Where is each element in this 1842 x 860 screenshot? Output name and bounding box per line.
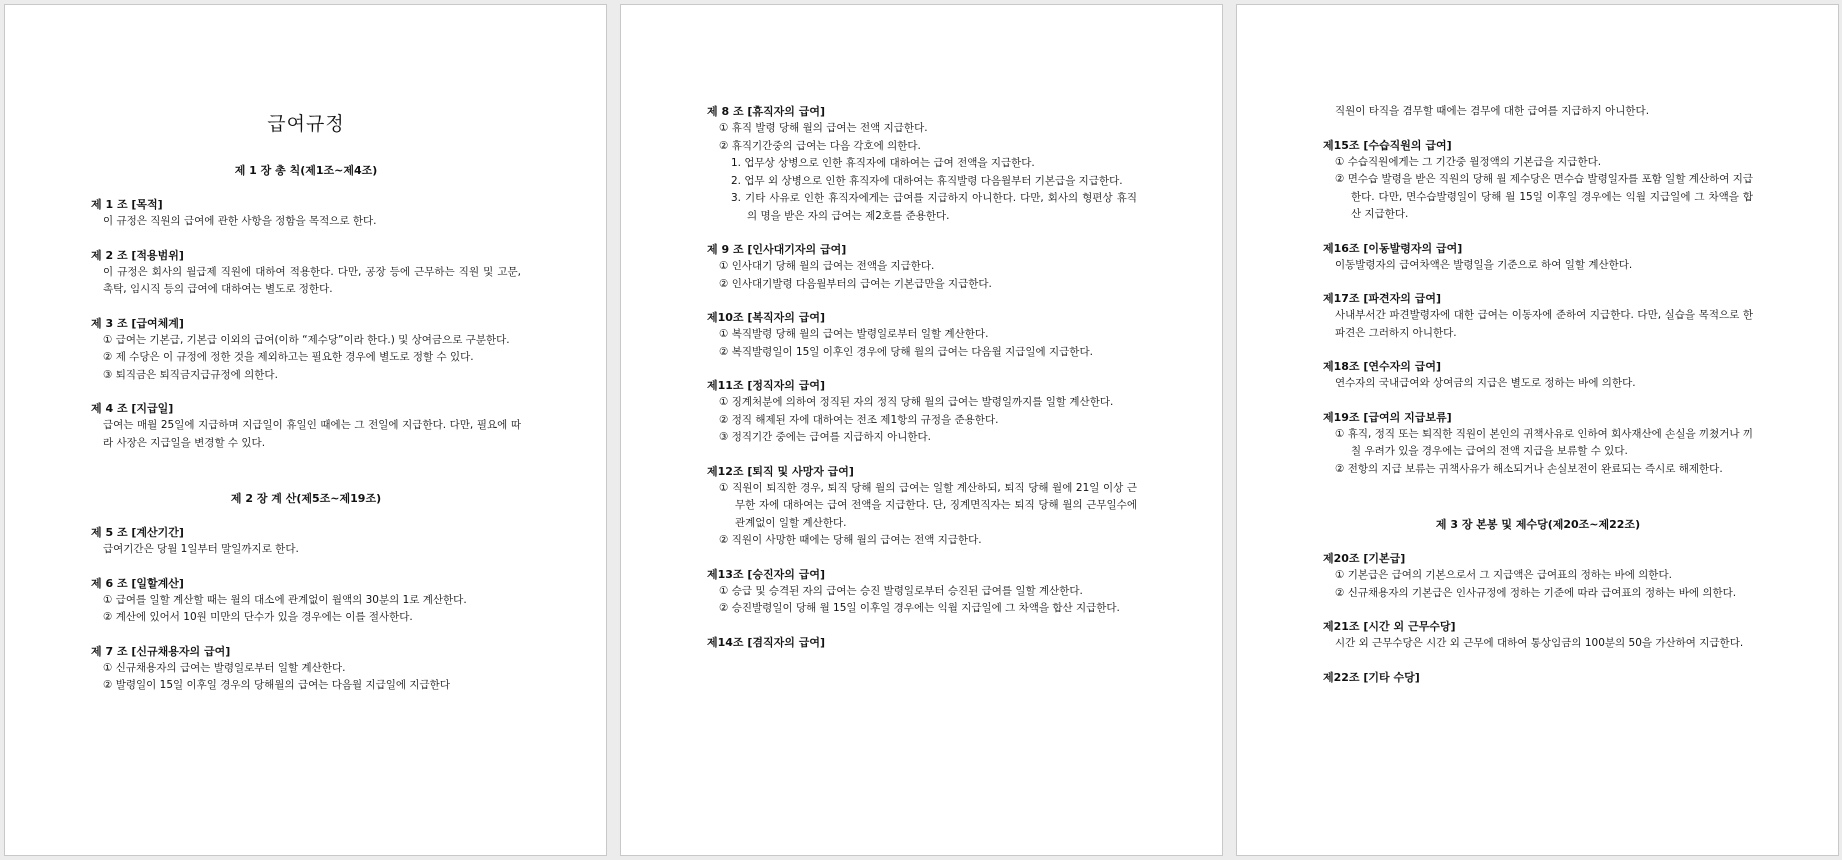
clause: ② 제 수당은 이 규정에 정한 것을 제외하고는 필요한 경우에 별도로 정할 수 있다. [103,351,474,363]
article [707,463,1137,550]
clause: ① 수습직원에게는 그 기간중 월정액의 기본급을 지급한다. [1335,155,1602,168]
article [1323,358,1753,393]
article-title: 제 5 조 [계산기간] [91,526,184,539]
page-content [1323,103,1753,702]
sub-clause: 2. 업무 외 상병으로 인한 휴직자에 대하여는 휴직발령 다음월부터 기본급을 지급한다. [731,174,1123,187]
clause: ① 복직발령 당해 월의 급여는 발령일로부터 일할 계산한다. [719,328,989,340]
article-title: 제 7 조 [신규채용자의 급여] [91,644,231,658]
document-page-2 [620,4,1223,856]
article [1323,618,1753,653]
article-title: 제10조 [복직자의 급여] [707,311,826,324]
article [91,643,521,695]
article-title: 제 1 조 [목적] [91,198,163,211]
article [1323,137,1753,224]
article-title: 제 6 조 [일할계산] [91,576,184,590]
clause: ② 전항의 지급 보류는 귀책사유가 해소되거나 손실보전이 완료되는 즉시로 해제한다. [1335,462,1723,475]
article [1323,240,1753,275]
article [91,315,521,385]
clause: ② 신규채용자의 기본급은 인사규정에 정하는 기준에 따라 급여표의 정하는 바에 의한다. [1335,586,1737,599]
clause: ① 승급 및 승격된 자의 급여는 승진 발령일로부터 승진된 급여를 일할 계산한다. [719,584,1083,597]
article [91,247,521,299]
article [707,377,1137,447]
article [1323,550,1753,602]
article [91,524,521,559]
article-title: 제14조 [겸직자의 급여] [707,635,826,649]
sub-clause: 3. 기타 사유로 인한 휴직자에게는 급여를 지급하지 아니한다. 다만, 회사의 형편상 휴직의 명을 받은 자의 급여는 제2호를 준용한다. [731,192,1137,222]
article-text: 급여는 매월 25일에 지급하며 지급일이 휴일인 때에는 그 전일에 지급한다. 다만, 필요에 따라 사장은 지급일을 변경할 수 있다. [103,419,521,449]
article [1323,409,1753,479]
page-content [707,103,1137,667]
article-title: 제22조 [기타 수당] [1323,670,1420,684]
document-page-3 [1236,4,1839,856]
clause: ① 인사대기 당해 월의 급여는 전액을 지급한다. [719,260,935,272]
clause: ① 휴직 발령 당해 월의 급여는 전액 지급한다. [719,122,928,134]
article-text: 시간 외 근무수당은 시간 외 근무에 대하여 통상임금의 100분의 50을 가산하여 지급한다. [1335,637,1744,649]
article-text: 이 규정은 회사의 월급제 직원에 대하여 적용한다. 다만, 공장 등에 근무하는 직원 및 고문, 촉탁, 임시직 등의 급여에 대하여는 별도로 정한다. [103,265,521,295]
article-title: 제19조 [급여의 지급보류] [1323,410,1452,424]
clause: ② 발령일이 15일 이후일 경우의 당해월의 급여는 다음월 지급일에 지급한다 [103,679,450,691]
article [91,400,521,452]
article-title: 제13조 [승진자의 급여] [707,567,826,581]
clause: ① 기본급은 급여의 기본으로서 그 지급액은 급여표의 정하는 바에 의한다. [1335,569,1672,581]
article [707,309,1137,361]
article [707,103,1137,225]
chapter-heading: 제 3 장 본봉 및 제수당(제20조~제22조) [1435,518,1641,531]
document-page-1 [4,4,607,856]
chapter-heading: 제 2 장 계 산(제5조~제19조) [230,492,382,505]
article-title: 제 9 조 [인사대기자의 급여] [707,243,847,256]
article [91,575,521,627]
article [707,634,1137,651]
article-title: 제12조 [퇴직 및 사망자 급여] [707,464,854,478]
clause: ③ 퇴직금은 퇴직금지급규정에 의한다. [103,368,278,381]
article-title: 제 8 조 [휴직자의 급여] [707,105,826,118]
article-title: 제17조 [파견자의 급여] [1323,292,1442,305]
article-title: 제16조 [이동발령자의 급여] [1323,241,1463,255]
article [707,241,1137,293]
article-text-continued: 직원이 타직을 겸무할 때에는 겸무에 대한 급여를 지급하지 아니한다. [1335,105,1650,117]
chapter-heading: 제 1 장 총 칙(제1조~제4조) [234,164,378,177]
article-title: 제15조 [수습직원의 급여] [1323,138,1452,152]
clause: ① 휴직, 정직 또는 퇴직한 직원이 본인의 귀책사유로 인하여 회사재산에 손실을 끼쳤거나 끼칠 우려가 있을 경우에는 급여의 전액 지급을 보류할 수 있다. [1335,427,1753,457]
article [707,566,1137,618]
article-text: 급여기간은 당월 1일부터 말일까지로 한다. [103,543,299,555]
clause: ② 계산에 있어서 10원 미만의 단수가 있을 경우에는 이를 절사한다. [103,611,413,623]
clause: ② 복직발령일이 15일 이후인 경우에 당해 월의 급여는 다음월 지급일에 지급한다. [719,345,1093,358]
clause: ① 직원이 퇴직한 경우, 퇴직 당해 월의 급여는 일할 계산하되, 퇴직 당해 월에 21일 이상 근무한 자에 대하여는 급여 전액을 지급한다. 단, 징계면직자는 퇴직 당해 월의 근무일수에 관계없이 일할 계산한다. [719,481,1137,529]
clause: ③ 정직기간 중에는 급여를 지급하지 아니한다. [719,431,932,443]
clause: ① 징계처분에 의하여 정직된 자의 정직 당해 월의 급여는 발령일까지를 일할 계산한다. [719,396,1114,408]
article-text: 사내부서간 파견발령자에 대한 급여는 이동자에 준하여 지급한다. 다만, 실습을 목적으로 한 파견은 그러하지 아니한다. [1335,309,1753,339]
clause: ② 인사대기발령 다음월부터의 급여는 기본급만을 지급한다. [719,277,992,290]
clause: ② 승진발령일이 당해 월 15일 이후일 경우에는 익월 지급일에 그 차액을 합산 지급한다. [719,602,1120,614]
article [91,196,521,231]
clause: ① 급여는 기본급, 기본급 이외의 급여(이하 “제수당”이라 한다.) 및 상여금으로 구분한다. [103,333,510,346]
document-title: 급여규정 [267,113,345,135]
article-text: 연수자의 국내급여와 상여금의 지급은 별도로 정하는 바에 의한다. [1335,377,1636,389]
article-title: 제18조 [연수자의 급여] [1323,360,1442,373]
article-text: 이 규정은 직원의 급여에 관한 사항을 정함을 목적으로 한다. [103,215,377,227]
article-title: 제 2 조 [적용범위] [91,248,184,262]
article [1323,669,1753,686]
article [1323,290,1753,342]
page-content [91,105,521,711]
article-title: 제 3 조 [급여체계] [91,316,184,330]
article [1323,103,1753,121]
clause: ② 직원이 사망한 때에는 당해 월의 급여는 전액 지급한다. [719,534,982,546]
sub-clause: 1. 업무상 상병으로 인한 휴직자에 대하여는 급여 전액을 지급한다. [731,157,1035,169]
article-title: 제 4 조 [지급일] [91,402,174,415]
clause: ② 면수습 발령을 받은 직원의 당해 월 제수당은 면수습 발령일자를 포함 일할 계산하여 지급한다. 다만, 면수습발령일이 당해 월 15일 이후일 경우에는 익월 지급일에 그 차액을 합산 지급한다. [1335,173,1753,220]
article-title: 제11조 [정직자의 급여] [707,379,826,392]
clause: ② 휴직기간중의 급여는 다음 각호에 의한다. [719,139,921,152]
article-title: 제21조 [시간 외 근무수당] [1323,620,1456,633]
clause: ① 급여를 일할 계산할 때는 월의 대소에 관계없이 월액의 30분의 1로 계산한다. [103,593,467,606]
article-title: 제20조 [기본급] [1323,552,1406,565]
clause: ① 신규채용자의 급여는 발령일로부터 일할 계산한다. [103,661,346,674]
article-text: 이동발령자의 급여차액은 발령일을 기준으로 하여 일할 계산한다. [1335,258,1633,271]
clause: ② 정직 해제된 자에 대하여는 전조 제1항의 규정을 준용한다. [719,413,999,426]
